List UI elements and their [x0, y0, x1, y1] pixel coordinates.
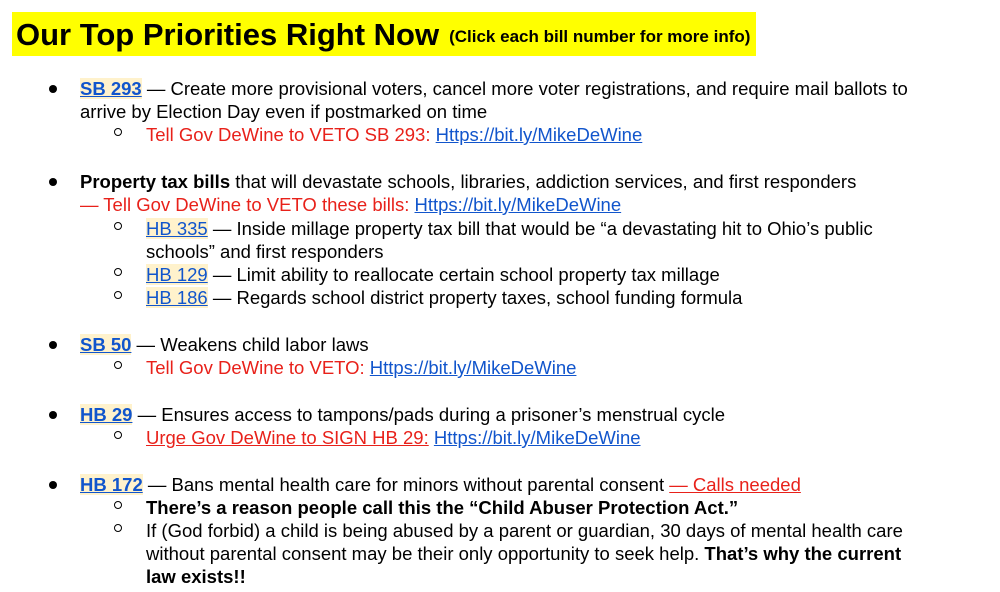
dewine-link[interactable]: Https://bit.ly/MikeDeWine: [435, 124, 643, 145]
list-item-property-tax: [80, 170, 856, 193]
sb50-action-text: Tell Gov DeWine to VETO:: [146, 357, 370, 378]
hb172-description: — Bans mental health care for minors without parental consent: [142, 474, 670, 495]
sb293-action: [146, 123, 642, 146]
property-tax-action: [80, 193, 621, 216]
list-item-sb50: [80, 333, 369, 356]
property-tax-heading: Property tax bills: [80, 171, 231, 192]
hb335-description-cont: schools” and first responders: [146, 241, 384, 262]
bill-link-hb172[interactable]: HB 172: [80, 474, 143, 495]
hb172-emphasis: That’s why the current: [704, 543, 902, 564]
property-tax-description: that will devastate schools, libraries, addiction services, and first responders: [230, 171, 857, 192]
calls-needed-link[interactable]: — Calls needed: [669, 474, 801, 495]
sb293-description: — Create more provisional voters, cancel more voter registrations, and require mail ballots to: [141, 78, 908, 99]
bill-link-hb335[interactable]: HB 335: [146, 218, 208, 239]
bill-link-sb50[interactable]: SB 50: [80, 334, 132, 355]
list-item-sb293: [80, 77, 908, 100]
sub-bullet-icon: [114, 291, 122, 299]
sub-bullet-icon: [114, 431, 122, 439]
hb172-nickname: There’s a reason people call this the “Child Abuser Protection Act.”: [146, 497, 739, 518]
sub-bullet-icon: [114, 268, 122, 276]
page-title: [12, 12, 756, 56]
sub-bullet-icon: [114, 222, 122, 230]
dewine-link[interactable]: Https://bit.ly/MikeDeWine: [433, 427, 641, 448]
dewine-link[interactable]: Https://bit.ly/MikeDeWine: [369, 357, 577, 378]
bullet-icon: [49, 341, 57, 349]
list-item-hb335: [146, 217, 873, 240]
hb172-explanation-text: without parental consent may be their only opportunity to seek help.: [146, 543, 705, 564]
hb172-explanation: If (God forbid) a child is being abused by a parent or guardian, 30 days of mental health care: [146, 520, 903, 541]
bill-link-sb293[interactable]: SB 293: [80, 78, 142, 99]
hb172-explanation-cont: [146, 542, 901, 565]
hb29-action: [146, 426, 641, 449]
list-item-hb186: [146, 286, 742, 309]
hb186-description: — Regards school district property taxes, school funding formula: [207, 287, 743, 308]
list-item-hb29: [80, 403, 725, 426]
bullet-icon: [49, 411, 57, 419]
sub-bullet-icon: [114, 524, 122, 532]
list-item-hb172: [80, 473, 801, 496]
sub-bullet-icon: [114, 128, 122, 136]
sub-bullet-icon: [114, 361, 122, 369]
title-main: Our Top Priorities Right Now: [16, 17, 440, 52]
sb293-description-cont: arrive by Election Day even if postmarked on time: [80, 101, 488, 122]
sb50-description: — Weakens child labor laws: [131, 334, 369, 355]
hb29-description: — Ensures access to tampons/pads during a prisoner’s menstrual cycle: [132, 404, 726, 425]
bullet-icon: [49, 85, 57, 93]
bill-link-hb29[interactable]: HB 29: [80, 404, 133, 425]
title-subtitle: (Click each bill number for more info): [449, 27, 751, 46]
bullet-icon: [49, 481, 57, 489]
list-item-hb129: [146, 263, 720, 286]
property-tax-action-text: — Tell Gov DeWine to VETO these bills:: [80, 194, 415, 215]
sb50-action: [146, 356, 576, 379]
hb129-description: — Limit ability to reallocate certain school property tax millage: [207, 264, 720, 285]
sub-bullet-icon: [114, 501, 122, 509]
bill-link-hb186[interactable]: HB 186: [146, 287, 208, 308]
bullet-icon: [49, 178, 57, 186]
sb293-action-text: Tell Gov DeWine to VETO SB 293:: [146, 124, 436, 145]
hb172-emphasis-cont: law exists!!: [146, 566, 246, 587]
bill-link-hb129[interactable]: HB 129: [146, 264, 208, 285]
dewine-link[interactable]: Https://bit.ly/MikeDeWine: [414, 194, 622, 215]
hb335-description: — Inside millage property tax bill that would be “a devastating hit to Ohio’s public: [207, 218, 873, 239]
hb29-action-text[interactable]: Urge Gov DeWine to SIGN HB 29:: [146, 427, 429, 448]
